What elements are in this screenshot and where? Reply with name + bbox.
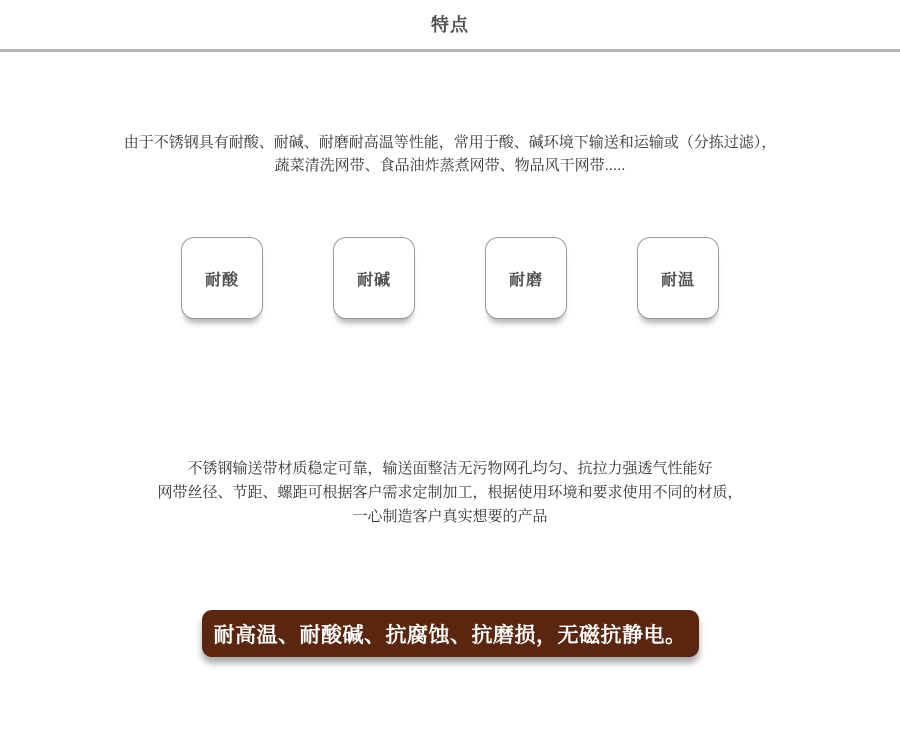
badge-temperature-label: 耐温 [660, 271, 695, 289]
section-divider [0, 49, 900, 52]
feature-badge-row [0, 237, 900, 319]
highlight-banner-text: 耐高温、耐酸碱、抗腐蚀、抗磨损，无磁抗静电。 [213, 623, 687, 647]
badge-acid-resistant [181, 237, 263, 319]
section-title: 特点 [431, 15, 469, 35]
description-line-3: 一心制造客户真实想要的产品 [352, 508, 548, 525]
badge-wear-resistant [485, 237, 567, 319]
description-paragraph [0, 457, 900, 529]
badge-temperature-resistant [637, 237, 719, 319]
badge-acid-label: 耐酸 [204, 271, 239, 289]
intro-line-1: 由于不锈钢具有耐酸、耐碱、耐磨耐高温等性能，常用于酸、碱环境下输送和运输或（分拣过滤）， [123, 134, 777, 151]
highlight-banner [202, 610, 699, 657]
description-line-2: 网带丝径、节距、螺距可根据客户需求定制加工，根据使用环境和要求使用不同的材质， [157, 484, 743, 501]
description-line-1: 不锈钢输送带材质稳定可靠，输送面整洁无污物网孔均匀、抗拉力强透气性能好 [187, 460, 713, 477]
intro-line-2: 蔬菜清洗网带、食品油炸蒸煮网带、物品风干网带..... [274, 157, 626, 174]
intro-paragraph [0, 131, 900, 177]
badge-wear-label: 耐磨 [508, 271, 543, 289]
badge-alkali-resistant [333, 237, 415, 319]
badge-alkali-label: 耐碱 [356, 271, 391, 289]
